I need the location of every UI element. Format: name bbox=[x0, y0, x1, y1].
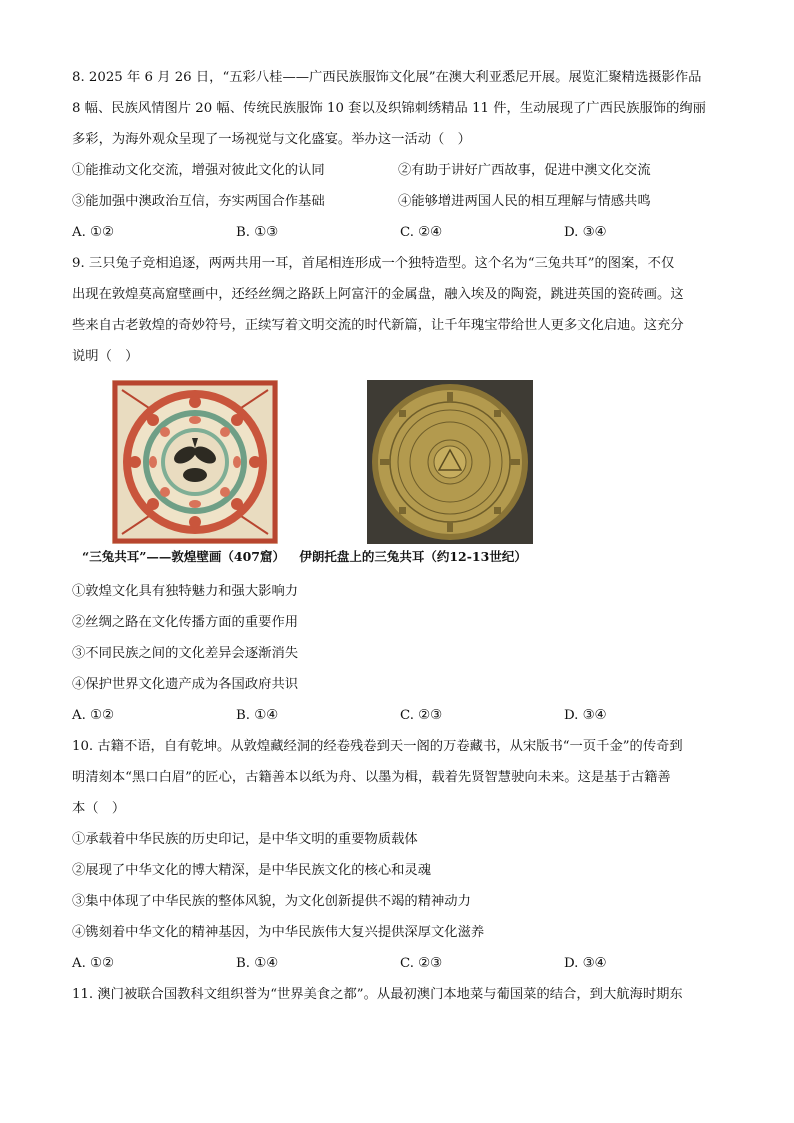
statement-4: ④镌刻着中华文化的精神基因，为中华民族伟大复兴提供深厚文化滋养 bbox=[72, 925, 485, 940]
question-8-statements bbox=[72, 155, 724, 217]
question-9-stem-line: 些来自古老敦煌的奇妙符号，正续写着文明交流的时代新篇，让千年瑰宝带给世人更多文化启迪。这充分 bbox=[72, 318, 684, 333]
question-10-stem-line: 明清刻本“黑口白眉”的匠心，古籍善本以纸为舟、以墨为楫，载着先贤智慧驶向未来。这是基于古籍善 bbox=[72, 770, 671, 785]
statement-2: ②展现了中华文化的博大精深，是中华民族文化的核心和灵魂 bbox=[72, 863, 432, 878]
iranian-tray-image bbox=[367, 380, 533, 544]
statement-1: ①敦煌文化具有独特魅力和强大影响力 bbox=[72, 584, 299, 599]
question-10-stem-line: 本（ ） bbox=[72, 801, 126, 816]
statement-3: ③集中体现了中华民族的整体风貌，为文化创新提供不竭的精神动力 bbox=[72, 894, 471, 909]
statement-4: ④能够增进两国人民的相互理解与情感共鸣 bbox=[398, 194, 651, 209]
caption-dunhuang: “三兔共耳”——敦煌壁画（407窟） bbox=[82, 549, 285, 564]
option-a[interactable]: A. ①② bbox=[72, 956, 114, 971]
option-b[interactable]: B. ①③ bbox=[236, 225, 279, 240]
question-10 bbox=[72, 731, 724, 979]
question-11-stem-line: 11. 澳门被联合国教科文组织誉为“世界美食之都”。从最初澳门本地菜与葡国菜的结合，到大航海时期东 bbox=[72, 987, 683, 1002]
question-9 bbox=[72, 248, 724, 731]
question-8-stem-line: 8. 2025 年 6 月 26 日，“五彩八桂——广西民族服饰文化展”在澳大利亚悉尼开展。展览汇聚精选摄影作品 bbox=[72, 70, 702, 85]
question-9-stem-line: 9. 三只兔子竞相追逐，两两共用一耳，首尾相连形成一个独特造型。这个名为“三兔共耳”的图案，不仅 bbox=[72, 256, 675, 271]
question-9-options bbox=[72, 700, 724, 731]
statement-3: ③不同民族之间的文化差异会逐渐消失 bbox=[72, 646, 299, 661]
question-8-options bbox=[72, 217, 724, 248]
option-c[interactable]: C. ②③ bbox=[400, 956, 442, 971]
option-b[interactable]: B. ①④ bbox=[236, 956, 279, 971]
figure-captions bbox=[82, 547, 537, 565]
question-9-figures bbox=[72, 380, 724, 576]
question-8-stem-line: 8 幅、民族风情图片 20 幅、传统民族服饰 10 套以及织锦刺绣精品 11 件，生动展现了广西民族服饰的绚丽 bbox=[72, 101, 706, 116]
statement-1: ①能推动文化交流，增强对彼此文化的认同 bbox=[72, 163, 325, 178]
option-c[interactable]: C. ②④ bbox=[400, 225, 442, 240]
statement-2: ②有助于讲好广西故事，促进中澳文化交流 bbox=[398, 163, 651, 178]
option-c[interactable]: C. ②③ bbox=[400, 708, 442, 723]
statement-1: ①承载着中华民族的历史印记，是中华文明的重要物质载体 bbox=[72, 832, 418, 847]
option-a[interactable]: A. ①② bbox=[72, 708, 114, 723]
question-9-stem-line: 说明（ ） bbox=[72, 349, 139, 364]
question-10-options bbox=[72, 948, 724, 979]
statement-3: ③能加强中澳政治互信，夯实两国合作基础 bbox=[72, 194, 325, 209]
caption-tray: 伊朗托盘上的三兔共耳（约12-13世纪） bbox=[299, 549, 527, 564]
question-9-stem-line: 出现在敦煌莫高窟壁画中，还经丝绸之路跃上阿富汗的金属盘，融入埃及的陶瓷，跳进英国的瓷砖画。这 bbox=[72, 287, 684, 302]
question-8 bbox=[72, 62, 724, 248]
option-d[interactable]: D. ③④ bbox=[564, 708, 607, 723]
question-11 bbox=[72, 979, 724, 1010]
option-a[interactable]: A. ①② bbox=[72, 225, 114, 240]
statement-4: ④保护世界文化遗产成为各国政府共识 bbox=[72, 677, 299, 692]
statement-2: ②丝绸之路在文化传播方面的重要作用 bbox=[72, 615, 299, 630]
question-8-stem-line: 多彩，为海外观众呈现了一场视觉与文化盛宴。举办这一活动（ ） bbox=[72, 132, 471, 147]
question-10-stem-line: 10. 古籍不语，自有乾坤。从敦煌藏经洞的经卷残卷到天一阁的万卷藏书，从宋版书“一页千金”的传奇到 bbox=[72, 739, 683, 754]
dunhuang-mural-image bbox=[112, 380, 278, 544]
exam-page bbox=[72, 62, 724, 1010]
option-d[interactable]: D. ③④ bbox=[564, 225, 607, 240]
option-d[interactable]: D. ③④ bbox=[564, 956, 607, 971]
option-b[interactable]: B. ①④ bbox=[236, 708, 279, 723]
